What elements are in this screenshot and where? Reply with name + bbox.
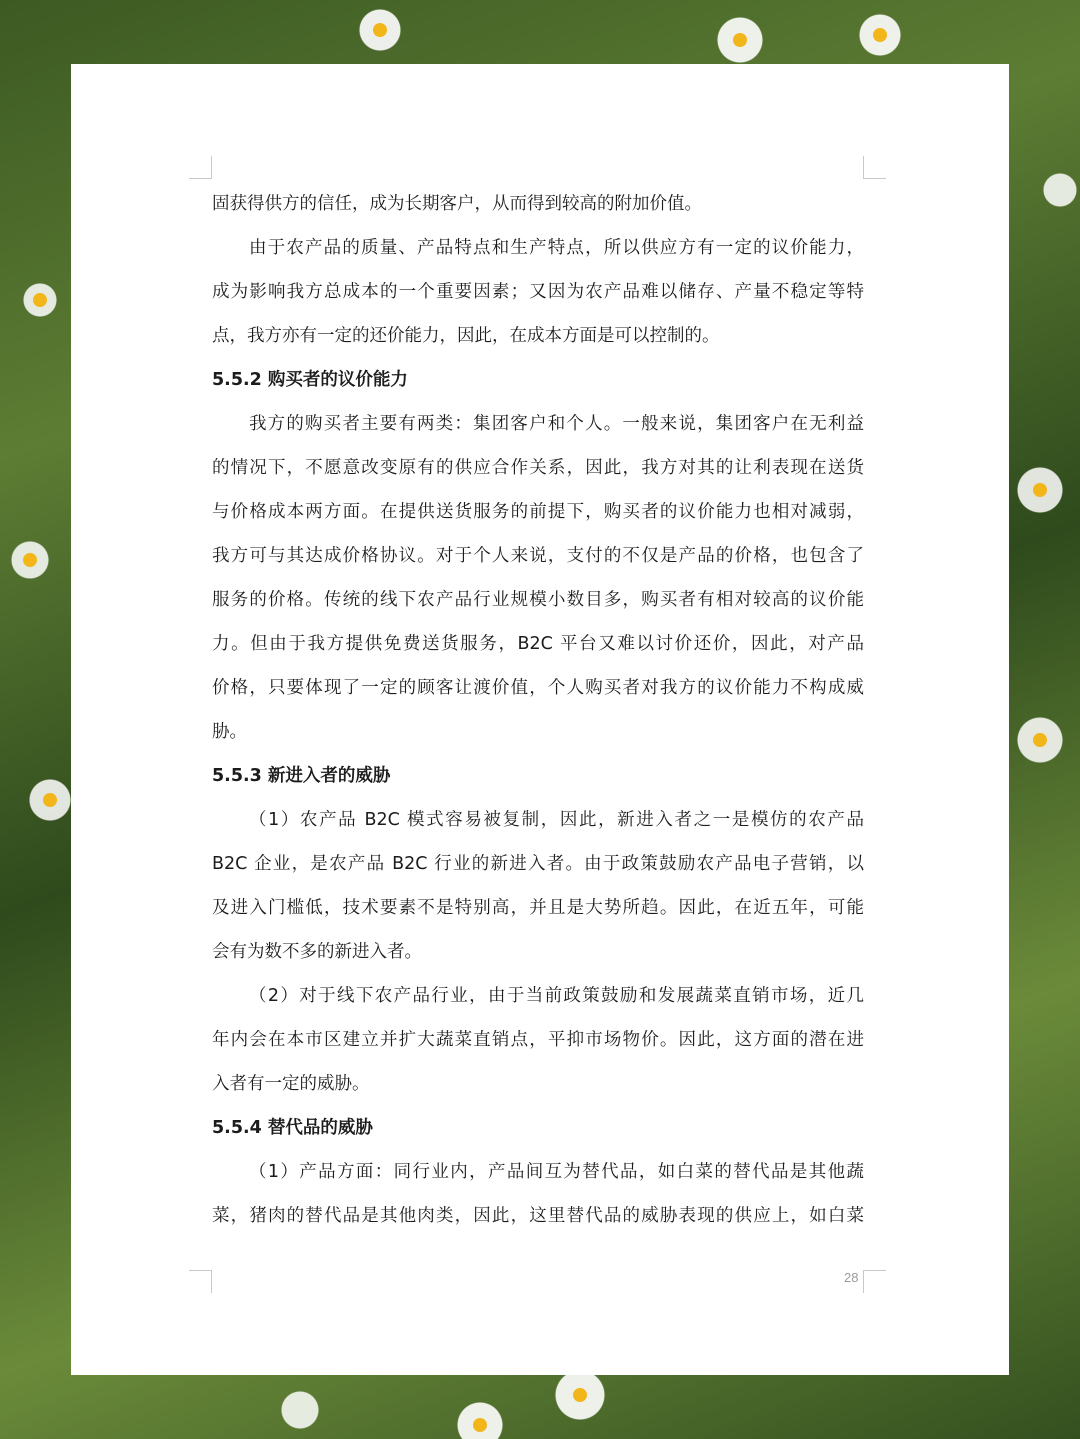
margin-corner-mark	[189, 156, 212, 179]
text-line: 服务的价格。传统的线下农产品行业规模小数目多，购买者有相对较高的议价能	[212, 590, 864, 610]
text-line: 与价格成本两方面。在提供送货服务的前提下，购买者的议价能力也相对减弱，	[212, 502, 864, 522]
margin-corner-mark	[863, 1270, 886, 1293]
text-line: B2C 企业，是农产品 B2C 行业的新进入者。由于政策鼓励农产品电子营销，以	[212, 854, 864, 874]
text-line: 固获得供方的信任，成为长期客户，从而得到较高的附加价值。	[212, 194, 702, 214]
text-line: 我方的购买者主要有两类：集团客户和个人。一般来说，集团客户在无利益	[249, 414, 864, 434]
flower-decoration	[23, 553, 37, 567]
flower-decoration	[873, 28, 887, 42]
section-heading: 5.5.2 购买者的议价能力	[212, 370, 408, 390]
flower-decoration	[1033, 733, 1047, 747]
text-line: 我方可与其达成价格协议。对于个人来说，支付的不仅是产品的价格，也包含了	[212, 546, 864, 566]
flower-decoration	[43, 793, 57, 807]
text-line: 胁。	[212, 722, 247, 742]
flower-decoration	[373, 23, 387, 37]
text-line: 的情况下，不愿意改变原有的供应合作关系，因此，我方对其的让利表现在送货	[212, 458, 864, 478]
flower-decoration	[733, 33, 747, 47]
flower-decoration	[473, 1418, 487, 1432]
text-line: 成为影响我方总成本的一个重要因素；又因为农产品难以储存、产量不稳定等特	[212, 282, 864, 302]
text-line: 力。但由于我方提供免费送货服务，B2C 平台又难以讨价还价，因此，对产品	[212, 634, 864, 654]
page-number: 28	[844, 1270, 859, 1285]
document-body	[212, 182, 864, 1238]
flower-decoration	[33, 293, 47, 307]
margin-corner-mark	[863, 156, 886, 179]
flower-decoration	[573, 1388, 587, 1402]
text-line: 由于农产品的质量、产品特点和生产特点，所以供应方有一定的议价能力，	[249, 238, 864, 258]
text-line: 入者有一定的威胁。	[212, 1074, 370, 1094]
margin-corner-mark	[189, 1270, 212, 1293]
text-line: （1）农产品 B2C 模式容易被复制，因此，新进入者之一是模仿的农产品	[249, 810, 864, 830]
text-line: 及进入门槛低，技术要素不是特别高，并且是大势所趋。因此，在近五年，可能	[212, 898, 864, 918]
section-heading: 5.5.3 新进入者的威胁	[212, 766, 391, 786]
text-line: 年内会在本市区建立并扩大蔬菜直销点，平抑市场物价。因此，这方面的潜在进	[212, 1030, 864, 1050]
text-line: 菜，猪肉的替代品是其他肉类，因此，这里替代品的威胁表现的供应上，如白菜	[212, 1206, 864, 1226]
text-line: （2）对于线下农产品行业，由于当前政策鼓励和发展蔬菜直销市场，近几	[249, 986, 864, 1006]
text-line: 价格，只要体现了一定的顾客让渡价值，个人购买者对我方的议价能力不构成威	[212, 678, 864, 698]
text-line: （1）产品方面：同行业内，产品间互为替代品，如白菜的替代品是其他蔬	[249, 1162, 864, 1182]
text-line: 会有为数不多的新进入者。	[212, 942, 422, 962]
flower-decoration	[1033, 483, 1047, 497]
section-heading: 5.5.4 替代品的威胁	[212, 1118, 373, 1138]
document-page	[71, 64, 1009, 1375]
text-line: 点，我方亦有一定的还价能力，因此，在成本方面是可以控制的。	[212, 326, 720, 346]
